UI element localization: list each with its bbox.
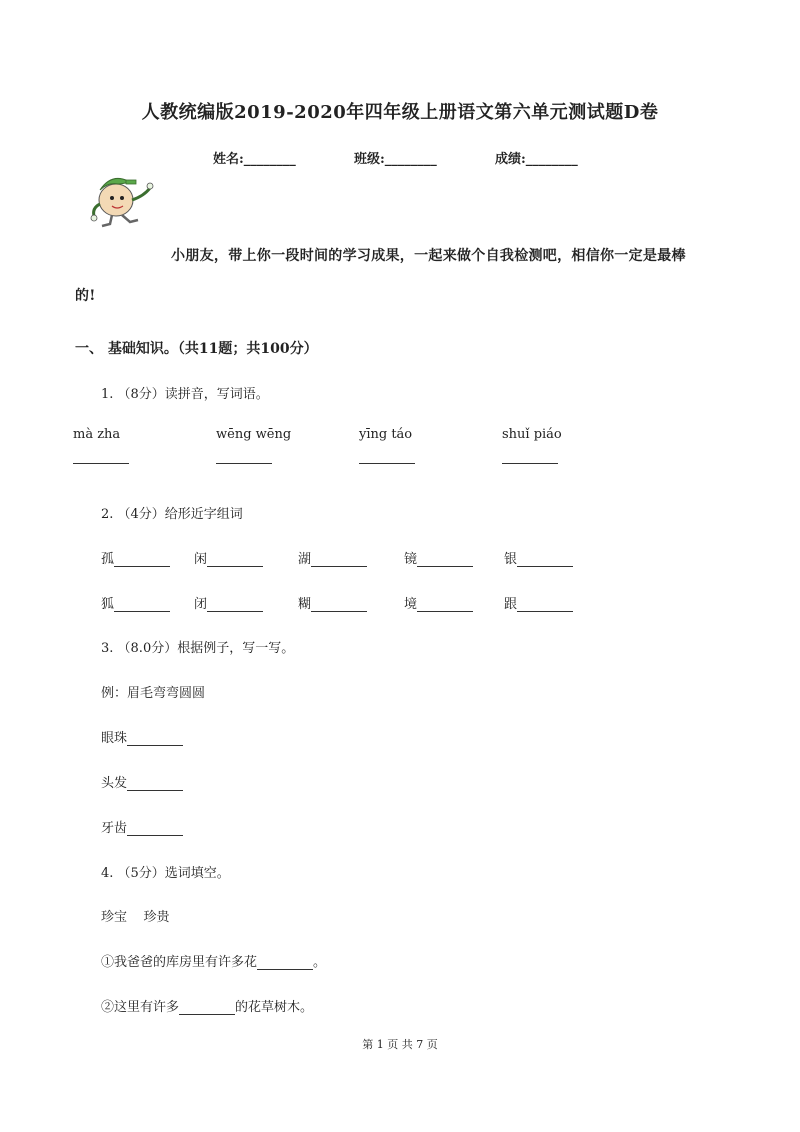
answer-blank[interactable] [216, 463, 272, 464]
pinyin-item: wēng wēng [216, 427, 292, 442]
answer-blank[interactable] [114, 597, 170, 612]
name-field-label: 姓名:________ [213, 152, 296, 167]
page-footer: 第 1 页 共 7 页 [362, 1038, 438, 1051]
answer-blank[interactable] [207, 597, 263, 612]
answer-blank[interactable] [311, 597, 367, 612]
char-item [504, 593, 573, 612]
char: 闲 [194, 552, 208, 567]
answer-blank[interactable] [311, 552, 367, 567]
fill-item [101, 727, 183, 746]
question-4-prompt: 4. （5分）选词填空。 [101, 866, 230, 881]
fill-item-label: 牙齿 [101, 821, 128, 836]
char-item [404, 548, 473, 567]
answer-blank[interactable] [359, 463, 415, 464]
fill-item [101, 817, 183, 836]
word-choices: 珍宝 珍贵 [101, 910, 170, 925]
class-field-label: 班级:________ [354, 152, 437, 167]
char-item [194, 593, 263, 612]
sentence-1: ①我爸爸的库房里有许多花 。 [101, 955, 327, 970]
fill-item-label: 头发 [101, 776, 128, 791]
pinyin-item: yīng táo [359, 427, 413, 442]
page-title: 人教统编版2019-2020年四年级上册语文第六单元测试题D卷 [141, 102, 659, 123]
answer-blank[interactable] [73, 463, 129, 464]
example-text: 例：眉毛弯弯圆圆 [101, 686, 206, 701]
char-item [101, 548, 170, 567]
char: 糊 [298, 597, 312, 612]
section-1-heading: 一、 基础知识。（共11题；共100分） [75, 341, 318, 357]
pinyin-item: mà zha [73, 427, 121, 442]
question-2-prompt: 2. （4分）给形近字组词 [101, 507, 243, 522]
char-item [194, 548, 263, 567]
answer-blank[interactable] [417, 552, 473, 567]
answer-blank[interactable] [502, 463, 558, 464]
answer-blank[interactable] [257, 955, 313, 970]
char-item [298, 593, 367, 612]
question-1-prompt: 1. （8分）读拼音，写词语。 [101, 387, 269, 402]
char: 狐 [101, 597, 115, 612]
answer-blank[interactable] [127, 731, 183, 746]
intro-line-1: 小朋友，带上你一段时间的学习成果，一起来做个自我检测吧，相信你一定是最棒 [171, 248, 686, 264]
char-item [298, 548, 367, 567]
answer-blank[interactable] [207, 552, 263, 567]
fill-item [101, 772, 183, 791]
char-item [404, 593, 473, 612]
char: 银 [504, 552, 518, 567]
char: 湖 [298, 552, 312, 567]
answer-blank[interactable] [517, 597, 573, 612]
char-item [504, 548, 573, 567]
answer-blank[interactable] [179, 1000, 235, 1015]
answer-blank[interactable] [127, 776, 183, 791]
score-field-label: 成绩:________ [495, 152, 578, 167]
char: 闭 [194, 597, 208, 612]
sentence-2: ②这里有许多 的花草树木。 [101, 1000, 314, 1015]
char: 跟 [504, 597, 518, 612]
char: 镜 [404, 552, 418, 567]
answer-blank[interactable] [517, 552, 573, 567]
pinyin-item: shuǐ piáo [502, 427, 562, 442]
intro-line-2: 的! [75, 288, 96, 304]
char: 境 [404, 597, 418, 612]
answer-blank[interactable] [127, 821, 183, 836]
fill-item-label: 眼珠 [101, 731, 128, 746]
char: 孤 [101, 552, 115, 567]
char-item [101, 593, 170, 612]
question-3-prompt: 3. （8.0分）根据例子，写一写。 [101, 641, 295, 656]
mascot-illustration [82, 170, 158, 230]
answer-blank[interactable] [417, 597, 473, 612]
answer-blank[interactable] [114, 552, 170, 567]
